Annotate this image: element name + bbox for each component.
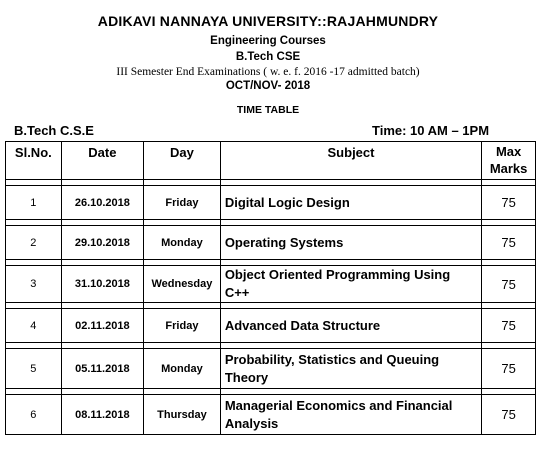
cell-subject: Object Oriented Programming Using C++: [220, 266, 481, 303]
cell-subject: Advanced Data Structure: [220, 309, 481, 343]
cell-date: 29.10.2018: [61, 226, 143, 260]
table-row: [6, 349, 536, 389]
table-row: [6, 395, 536, 435]
header-day: Day: [144, 142, 221, 180]
program-label: B.Tech CSE: [235, 51, 301, 63]
header-date: Date: [61, 142, 143, 180]
timetable: [5, 141, 536, 435]
exam-label: III Semester End Examinations ( w. e. f. 2016 -17 admitted batch): [116, 66, 420, 78]
cell-marks: 75: [482, 186, 536, 220]
header-max-marks-line2: Marks: [489, 161, 528, 176]
cell-slno: 5: [6, 349, 62, 389]
cell-date: 05.11.2018: [61, 349, 143, 389]
cell-marks: 75: [482, 309, 536, 343]
session-label: OCT/NOV- 2018: [225, 80, 311, 92]
cell-slno: 4: [6, 309, 62, 343]
header-slno: Sl.No.: [6, 142, 62, 180]
courses-label: Engineering Courses: [210, 35, 326, 47]
table-row: [6, 186, 536, 220]
cell-slno: 2: [6, 226, 62, 260]
table-row: [6, 266, 536, 303]
cell-marks: 75: [482, 395, 536, 435]
cell-day: Wednesday: [144, 266, 221, 303]
cell-date: 08.11.2018: [61, 395, 143, 435]
cell-day: Thursday: [144, 395, 221, 435]
branch-label: B.Tech C.S.E: [14, 123, 94, 138]
table-row: [6, 226, 536, 260]
table-header-row: [6, 142, 536, 180]
cell-subject: Operating Systems: [220, 226, 481, 260]
document-title: TIME TABLE: [236, 104, 300, 116]
cell-date: 26.10.2018: [61, 186, 143, 220]
cell-slno: 1: [6, 186, 62, 220]
cell-subject: Probability, Statistics and Queuing Theory: [220, 349, 481, 389]
cell-date: 31.10.2018: [61, 266, 143, 303]
cell-day: Monday: [144, 349, 221, 389]
header-subject: Subject: [220, 142, 481, 180]
exam-time: Time: 10 AM – 1PM: [372, 123, 490, 138]
cell-marks: 75: [482, 349, 536, 389]
cell-marks: 75: [482, 266, 536, 303]
cell-day: Friday: [144, 309, 221, 343]
table-row: [6, 309, 536, 343]
header-max-marks: [482, 142, 536, 180]
header-max-marks-line1: Max: [495, 144, 522, 159]
cell-day: Friday: [144, 186, 221, 220]
cell-subject: Managerial Economics and Financial Analysis: [220, 395, 481, 435]
cell-marks: 75: [482, 226, 536, 260]
cell-slno: 6: [6, 395, 62, 435]
cell-slno: 3: [6, 266, 62, 303]
cell-day: Monday: [144, 226, 221, 260]
university-title: ADIKAVI NANNAYA UNIVERSITY::RAJAHMUNDRY: [97, 13, 439, 29]
cell-date: 02.11.2018: [61, 309, 143, 343]
cell-subject: Digital Logic Design: [220, 186, 481, 220]
